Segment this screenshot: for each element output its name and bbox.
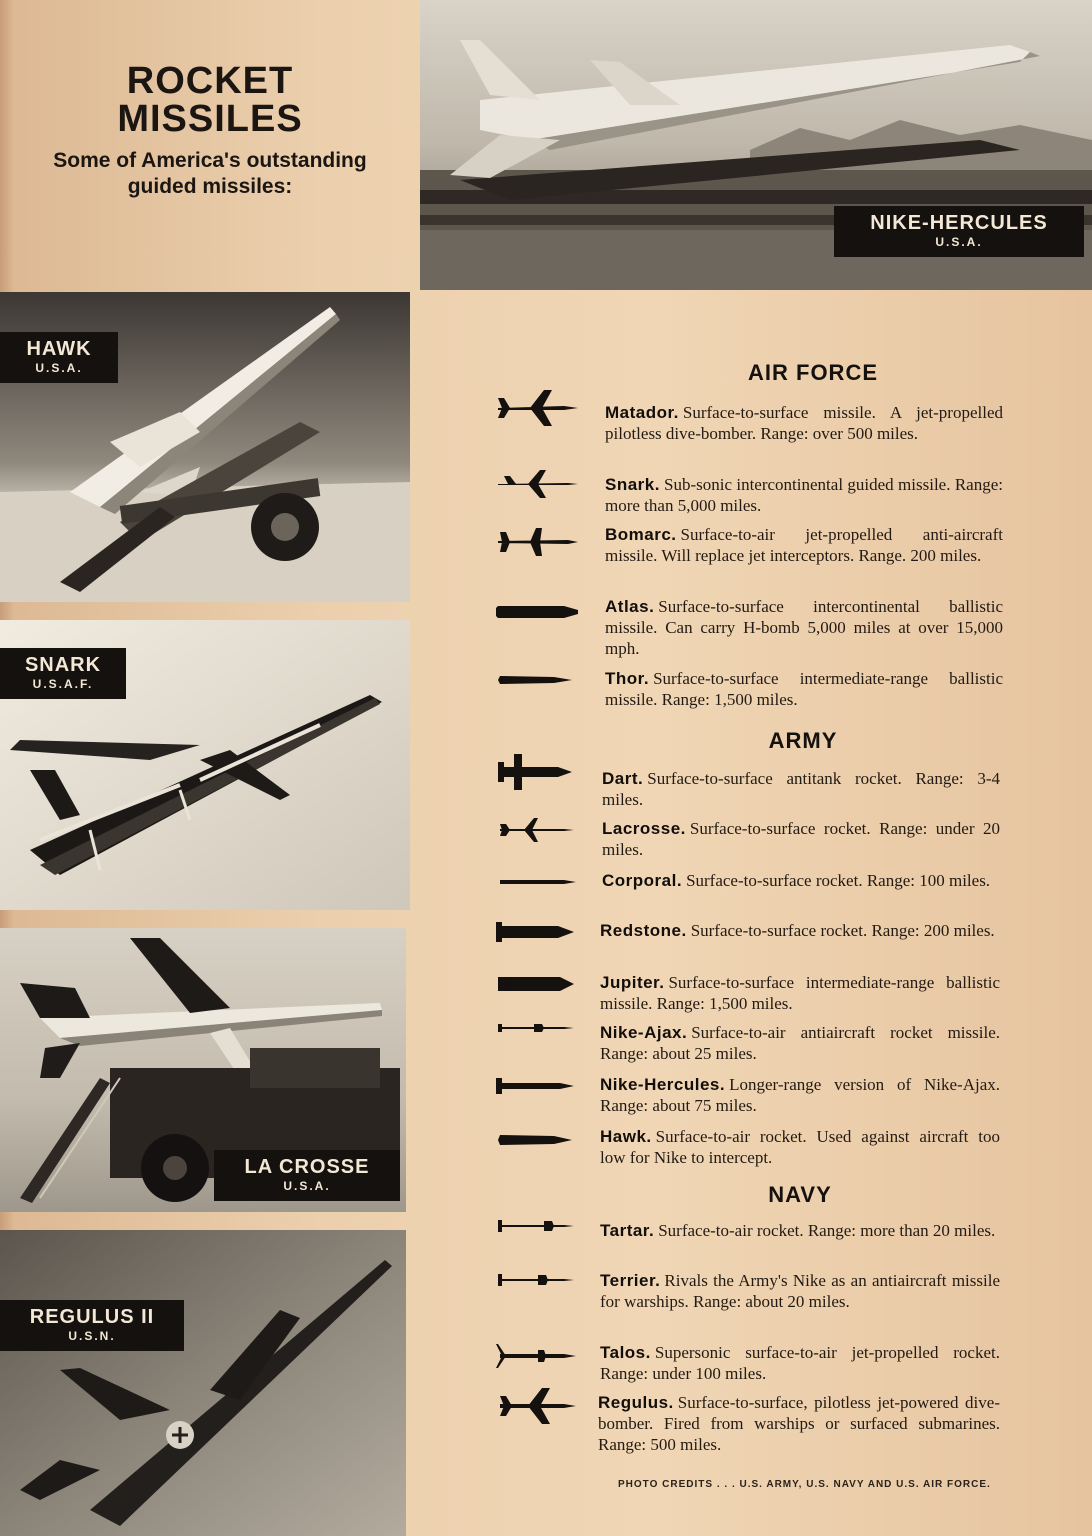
caption-name: HAWK <box>26 338 92 360</box>
section-heading-air-force: AIR FORCE <box>748 360 878 385</box>
photo-regulus-ii <box>0 1230 406 1536</box>
caption-name: NIKE-HERCULES <box>870 212 1048 234</box>
entry-text: Supersonic surface-to-air jet-propelled rocket. Range: under 100 miles. <box>600 1343 1000 1383</box>
entry-name: Corporal. <box>602 871 683 890</box>
entry-name: Atlas. <box>605 597 655 616</box>
entry-text: Surface-to-surface antitank rocket. Range: 3-4 miles. <box>602 769 1000 809</box>
caption-la-crosse <box>214 1150 400 1201</box>
entry-text: Surface-to-air rocket. Range: more than 20 miles. <box>658 1221 996 1240</box>
entry-name: Nike-Hercules. <box>600 1075 726 1094</box>
entry-nike-hercules <box>600 1074 1000 1116</box>
entry-corporal <box>602 870 1000 891</box>
entry-name: Snark. <box>605 475 660 494</box>
redstone-silhouette-icon <box>494 912 584 952</box>
entry-regulus <box>598 1392 1000 1455</box>
entry-name: Jupiter. <box>600 973 665 992</box>
matador-silhouette-icon <box>494 388 584 428</box>
entry-text: Longer-range version of Nike-Ajax. Range: about 75 miles. <box>600 1075 1000 1115</box>
entry-bomarc <box>605 524 1003 566</box>
photo-nike-hercules <box>420 0 1092 290</box>
nike-hercules-silhouette-icon <box>494 1066 584 1106</box>
entry-text: Surface-to-surface intercontinental ballistic missile. Can carry H-bomb 5,000 miles at over 15,000 mph. <box>605 597 1003 658</box>
caption-origin: U.S.A. <box>935 235 983 249</box>
entry-lacrosse <box>602 818 1000 860</box>
entry-name: Dart. <box>602 769 644 788</box>
entry-text: Rivals the Army's Nike as an antiaircraft missile for warships. Range: about 20 miles. <box>600 1271 1000 1311</box>
entry-name: Hawk. <box>600 1127 652 1146</box>
entry-text: Sub-sonic intercontinental guided missile. Range: more than 5,000 miles. <box>605 475 1003 515</box>
entry-name: Redstone. <box>600 921 687 940</box>
entry-name: Regulus. <box>598 1393 674 1412</box>
jupiter-silhouette-icon <box>494 964 584 1004</box>
entry-text: Surface-to-surface rocket. Range: 100 miles. <box>686 871 991 890</box>
entry-talos <box>600 1342 1000 1384</box>
section-heading-navy: NAVY <box>768 1182 832 1207</box>
entry-dart <box>602 768 1000 810</box>
entry-text: Surface-to-air rocket. Used against aircraft too low for Nike to intercept. <box>600 1127 1000 1167</box>
lacrosse-silhouette-icon <box>494 810 584 850</box>
entry-text: Surface-to-surface missile. A jet-propelled pilotless dive-bomber. Range: over 500 miles. <box>605 403 1003 443</box>
caption-snark <box>0 648 126 699</box>
terrier-silhouette-icon <box>494 1260 584 1300</box>
caption-origin: U.S.N. <box>68 1329 116 1343</box>
tartar-silhouette-icon <box>494 1206 584 1246</box>
caption-name: REGULUS II <box>29 1306 155 1328</box>
entry-name: Thor. <box>605 669 650 688</box>
bomarc-silhouette-icon <box>494 522 584 562</box>
section-heading-army: ARMY <box>768 728 838 753</box>
caption-regulus-ii <box>0 1300 184 1351</box>
entry-atlas <box>605 596 1003 659</box>
entry-text: Surface-to-surface, pilotless jet-powered dive-bomber. Fired from warships or surfaced submarines. Range: 500 miles. <box>598 1393 1000 1454</box>
corporal-silhouette-icon <box>494 862 584 902</box>
photo-snark <box>0 620 410 910</box>
caption-origin: U.S.A.F. <box>32 677 94 691</box>
entry-terrier <box>600 1270 1000 1312</box>
entry-hawk <box>600 1126 1000 1168</box>
photo-la-crosse <box>0 928 406 1212</box>
caption-name: LA CROSSE <box>244 1156 370 1178</box>
caption-nike-hercules <box>834 206 1084 257</box>
entry-name: Nike-Ajax. <box>600 1023 688 1042</box>
entry-name: Terrier. <box>600 1271 661 1290</box>
regulus-ii-image <box>0 1230 406 1536</box>
entry-snark <box>605 474 1003 516</box>
entry-text: Surface-to-surface rocket. Range: under 20 miles. <box>602 819 1000 859</box>
entry-text: Surface-to-surface rocket. Range: 200 miles. <box>690 921 995 940</box>
entry-tartar <box>600 1220 1000 1241</box>
title-block <box>40 62 380 200</box>
snark-silhouette-icon <box>494 464 584 504</box>
talos-silhouette-icon <box>494 1336 584 1376</box>
entry-redstone <box>600 920 1000 941</box>
atlas-silhouette-icon <box>494 592 584 632</box>
entry-name: Matador. <box>605 403 679 422</box>
caption-name: SNARK <box>24 654 102 676</box>
nike-ajax-silhouette-icon <box>494 1008 584 1048</box>
caption-origin: U.S.A. <box>35 361 83 375</box>
entry-name: Talos. <box>600 1343 651 1362</box>
entry-text: Surface-to-surface intermediate-range ballistic missile. Range: 1,500 miles. <box>605 669 1003 709</box>
entry-name: Lacrosse. <box>602 819 686 838</box>
subtitle: Some of America's outstanding guided missiles: <box>53 149 367 198</box>
photo-hawk <box>0 292 410 602</box>
entry-name: Bomarc. <box>605 525 677 544</box>
entry-matador <box>605 402 1003 444</box>
entry-name: Tartar. <box>600 1221 655 1240</box>
entry-text: Surface-to-surface intermediate-range ballistic missile. Range: 1,500 miles. <box>600 973 1000 1013</box>
entry-text: Surface-to-air antiaircraft rocket missile. Range: about 25 miles. <box>600 1023 1000 1063</box>
caption-hawk <box>0 332 118 383</box>
dart-silhouette-icon <box>494 752 584 792</box>
entry-text: Surface-to-air jet-propelled anti-aircraft missile. Will replace jet interceptors. Range. 200 miles. <box>605 525 1003 565</box>
title-line-2: MISSILES <box>117 98 303 140</box>
regulus-silhouette-icon <box>494 1386 584 1426</box>
thor-silhouette-icon <box>494 660 584 700</box>
entry-nike-ajax <box>600 1022 1000 1064</box>
entry-thor <box>605 668 1003 710</box>
caption-origin: U.S.A. <box>283 1179 331 1193</box>
title-line-1: ROCKET <box>126 60 294 102</box>
hawk-silhouette-icon <box>494 1120 584 1160</box>
entry-jupiter <box>600 972 1000 1014</box>
photo-credits: PHOTO CREDITS . . . U.S. ARMY, U.S. NAVY AND U.S. AIR FORCE. <box>618 1479 991 1490</box>
